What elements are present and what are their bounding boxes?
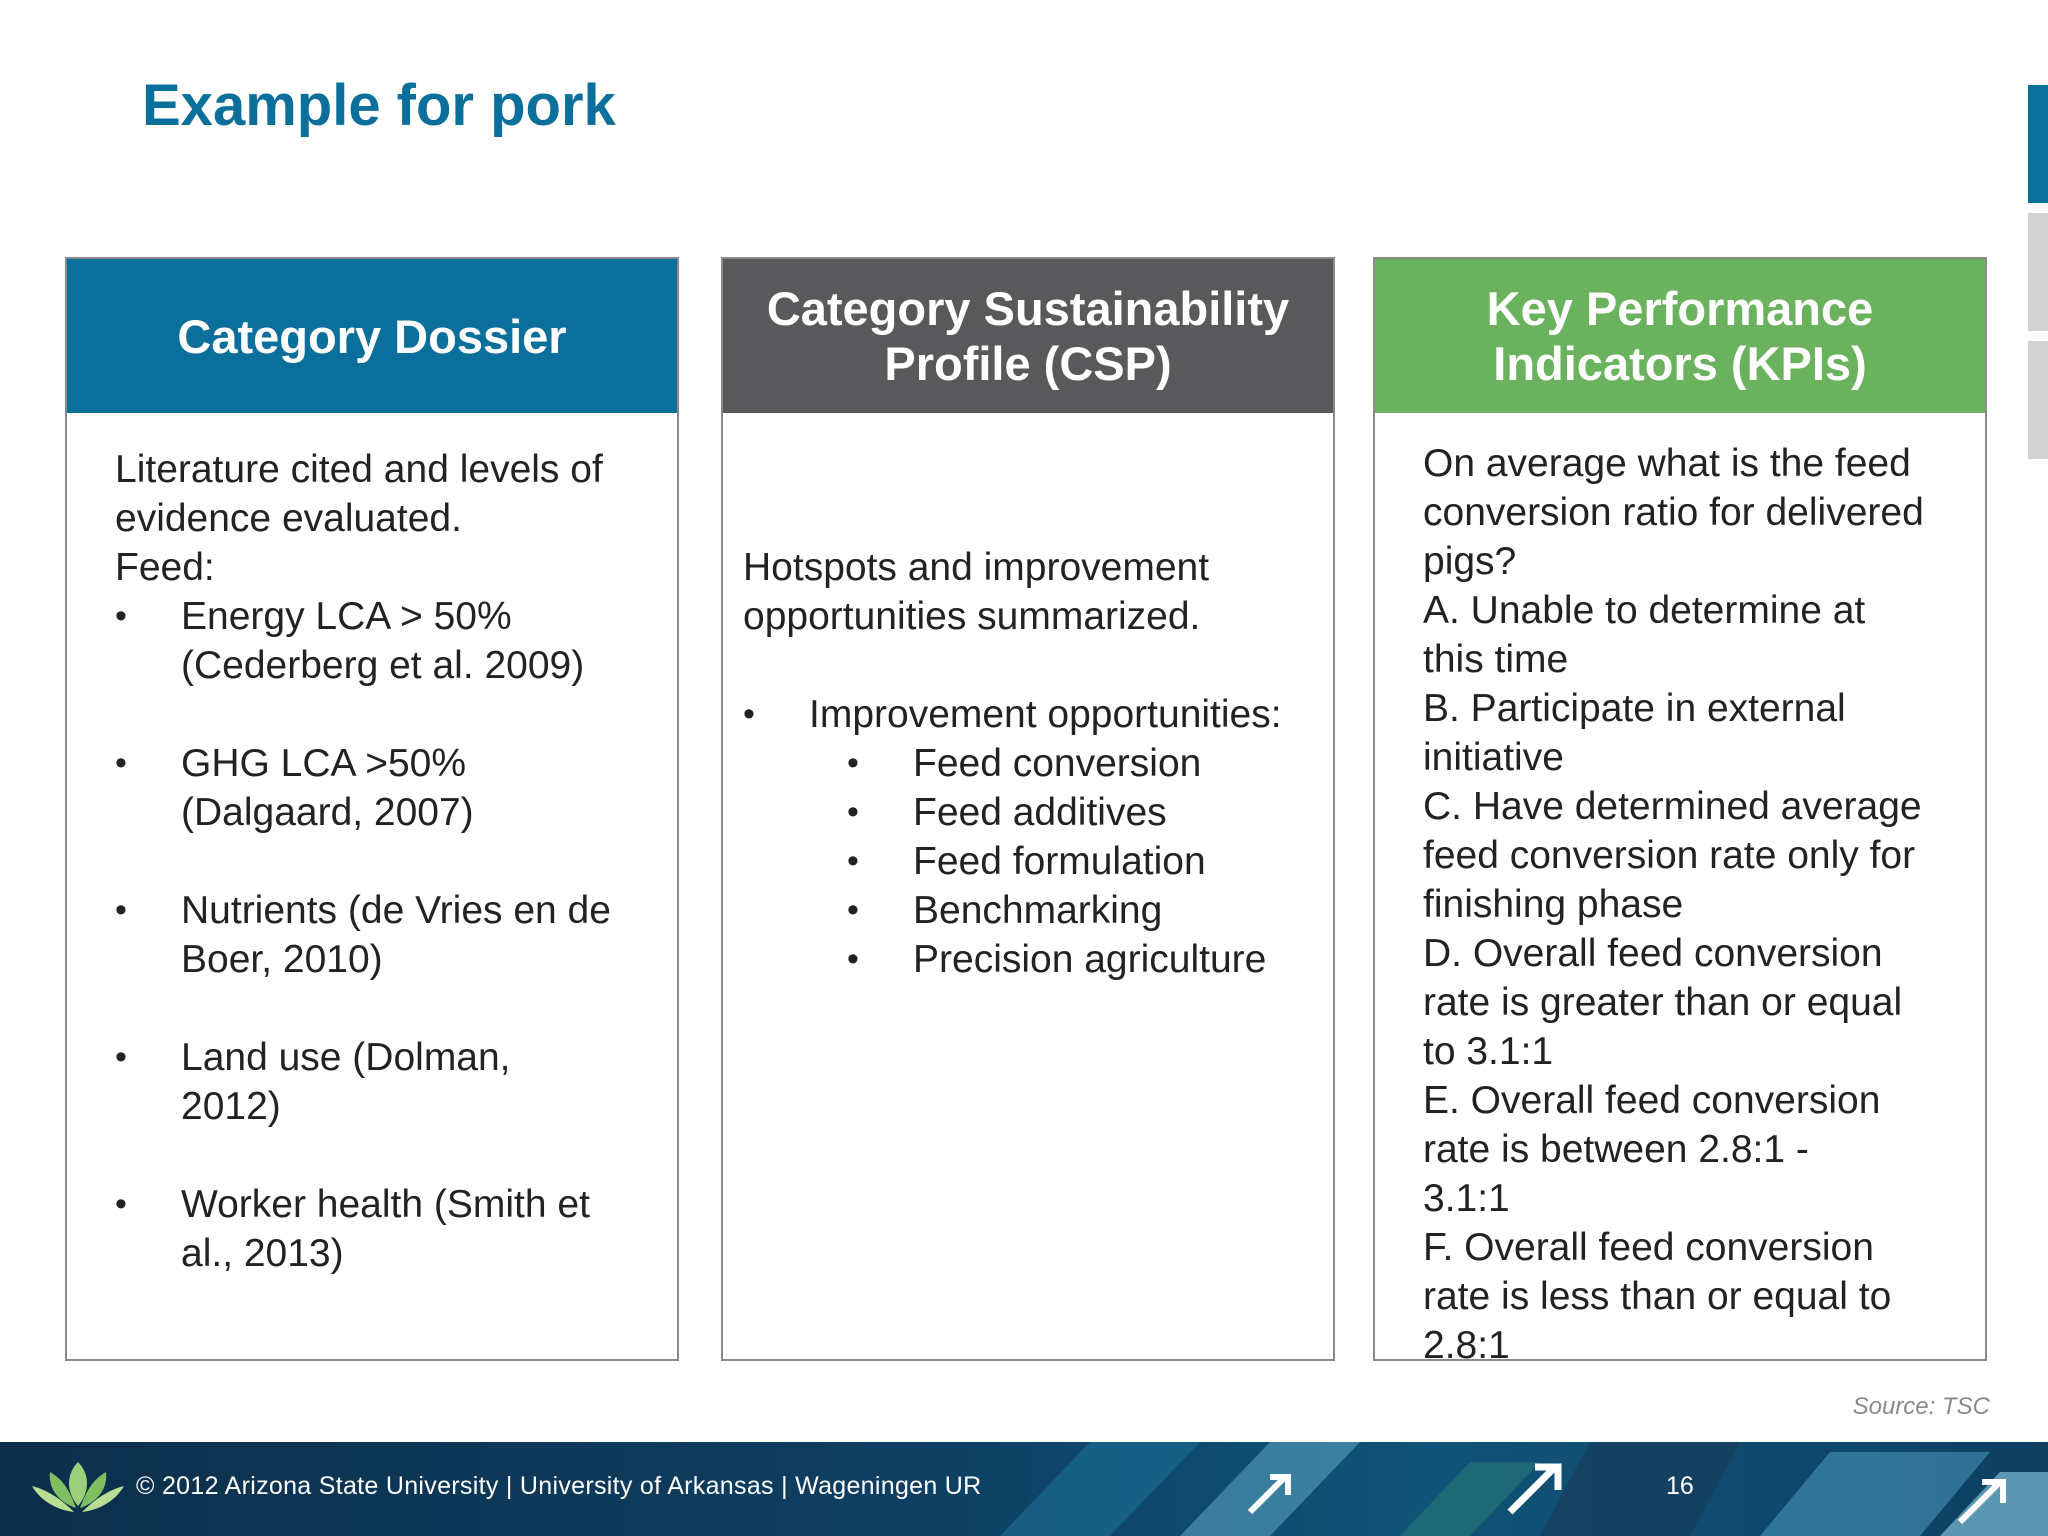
kpi-option-line: C. Have determined average xyxy=(1423,785,1922,828)
kpi-body xyxy=(1375,413,1985,1370)
side-tab xyxy=(2028,341,2048,459)
kpi-option-line: 3.1:1 xyxy=(1423,1177,1510,1220)
list-item: • Worker health (Smith et al., 2013) xyxy=(115,1180,657,1278)
category-dossier-body xyxy=(67,413,677,1278)
csp-header: Category Sustainability Profile (CSP) xyxy=(723,259,1333,413)
side-tab-active xyxy=(2028,85,2048,203)
kpi-option-line: D. Overall feed conversion xyxy=(1423,932,1883,975)
kpi-option-line: this time xyxy=(1423,638,1569,681)
kpi-option-line: feed conversion rate only for xyxy=(1423,834,1916,877)
list-item: • Benchmarking xyxy=(847,886,1313,935)
kpi-question-line: pigs? xyxy=(1423,540,1517,583)
kpi-option-line: F. Overall feed conversion xyxy=(1423,1226,1874,1269)
side-tab xyxy=(2028,213,2048,331)
intro-line: evidence evaluated. xyxy=(115,497,462,540)
kpi-option-line: 2.8:1 xyxy=(1423,1324,1510,1367)
category-dossier-panel xyxy=(65,257,679,1361)
page-number: 16 xyxy=(1666,1472,1694,1500)
improvement-list xyxy=(743,690,1313,739)
intro-line: Literature cited and levels of xyxy=(115,448,603,491)
intro-line: opportunities summarized. xyxy=(743,595,1201,638)
list-item: • Land use (Dolman, 2012) xyxy=(115,1033,657,1131)
list-item: • Energy LCA > 50% (Cederberg et al. 2009) xyxy=(115,592,657,690)
footer-copyright: © 2012 Arizona State University | University of Arkansas | Wageningen UR xyxy=(136,1472,982,1500)
source-note: Source: TSC xyxy=(1852,1393,1990,1420)
intro-line: Feed: xyxy=(115,546,215,589)
csp-body xyxy=(723,413,1333,984)
list-item: • Feed conversion xyxy=(847,739,1313,788)
slide-title: Example for pork xyxy=(142,73,616,138)
kpi-option-line: finishing phase xyxy=(1423,883,1684,926)
kpi-option-line: rate is between 2.8:1 - xyxy=(1423,1128,1809,1171)
evidence-list xyxy=(115,592,657,1278)
list-item: • Precision agriculture xyxy=(847,935,1313,984)
kpi-option-line: A. Unable to determine at xyxy=(1423,589,1866,632)
kpi-header: Key Performance Indicators (KPIs) xyxy=(1375,259,1985,413)
list-item: • Improvement opportunities: xyxy=(743,690,1313,739)
kpi-option-line: initiative xyxy=(1423,736,1564,779)
kpi-panel xyxy=(1373,257,1987,1367)
list-item: • Feed formulation xyxy=(847,837,1313,886)
category-dossier-header: Category Dossier xyxy=(67,259,677,413)
kpi-option-line: rate is less than or equal to xyxy=(1423,1275,1892,1318)
kpi-question-line: On average what is the feed xyxy=(1423,442,1911,485)
kpi-question-line: conversion ratio for delivered xyxy=(1423,491,1924,534)
list-item: • GHG LCA >50% (Dalgaard, 2007) xyxy=(115,739,657,837)
kpi-option-line: rate is greater than or equal xyxy=(1423,981,1903,1024)
kpi-option-line: B. Participate in external xyxy=(1423,687,1846,730)
kpi-option-line: E. Overall feed conversion xyxy=(1423,1079,1881,1122)
list-item: • Nutrients (de Vries en de Boer, 2010) xyxy=(115,886,657,984)
intro-line: Hotspots and improvement xyxy=(743,546,1210,589)
improvement-sub-list xyxy=(847,739,1313,984)
csp-panel xyxy=(721,257,1335,1361)
footer-bar xyxy=(0,1442,2048,1536)
list-item: • Feed additives xyxy=(847,788,1313,837)
university-logo-icon xyxy=(30,1456,126,1516)
kpi-option-line: to 3.1:1 xyxy=(1423,1030,1554,1073)
